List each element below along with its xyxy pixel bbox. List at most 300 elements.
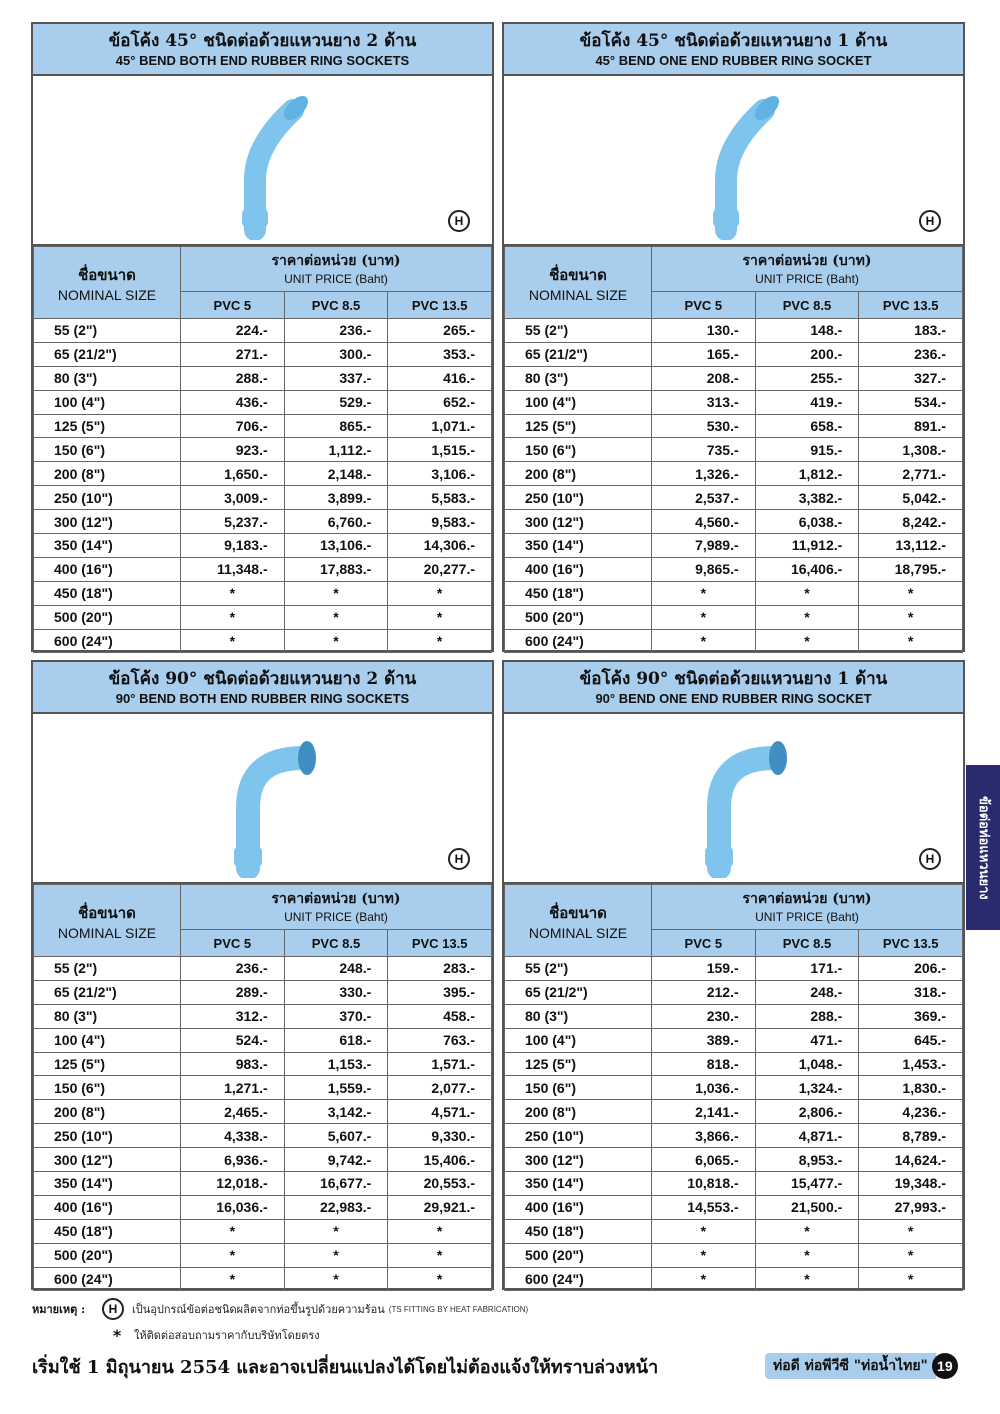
section-title-english: 90° BEND BOTH END RUBBER RING SOCKETS (115, 691, 410, 706)
nominal-size-cell: 350 (14") (34, 1172, 181, 1196)
pvc-class-header: PVC 8.5 (755, 930, 859, 957)
table-row (505, 462, 963, 486)
nominal-size-cell: 500 (20") (505, 605, 652, 629)
price-cell: 915.- (755, 438, 859, 462)
price-cell: 20,277.- (388, 557, 492, 581)
price-cell: * (181, 629, 285, 653)
table-row (505, 1148, 963, 1172)
price-cell: 236.- (284, 319, 388, 343)
price-cell: * (181, 1243, 285, 1267)
nominal-size-cell: 400 (16") (34, 1195, 181, 1219)
price-cell: 1,071.- (388, 414, 492, 438)
price-cell: 4,871.- (755, 1124, 859, 1148)
nominal-size-cell: 250 (10") (505, 486, 652, 510)
table-row (34, 1219, 492, 1243)
price-cell: 289.- (181, 980, 285, 1004)
price-cell: 7,989.- (652, 534, 756, 558)
nominal-size-cell: 65 (21/2") (505, 342, 652, 366)
price-cell: 22,983.- (284, 1195, 388, 1219)
price-cell: 389.- (652, 1028, 756, 1052)
price-cell: 8,789.- (859, 1124, 963, 1148)
table-row (34, 581, 492, 605)
price-cell: 16,036.- (181, 1195, 285, 1219)
pvc-class-header: PVC 8.5 (284, 930, 388, 957)
table-row (34, 1148, 492, 1172)
price-cell: 3,009.- (181, 486, 285, 510)
table-row (34, 980, 492, 1004)
price-cell: 763.- (388, 1028, 492, 1052)
price-cell: 2,148.- (284, 462, 388, 486)
table-row (505, 390, 963, 414)
price-cell: * (859, 1267, 963, 1291)
nominal-size-cell: 100 (4") (34, 1028, 181, 1052)
price-cell: 2,537.- (652, 486, 756, 510)
nominal-size-cell: 400 (16") (505, 557, 652, 581)
brand-badge (765, 1353, 958, 1379)
price-cell: 21,500.- (755, 1195, 859, 1219)
price-cell: 1,112.- (284, 438, 388, 462)
price-cell: 3,899.- (284, 486, 388, 510)
table-row (34, 342, 492, 366)
nominal-size-cell: 450 (18") (34, 581, 181, 605)
unit-price-header: ราคาต่อหน่วย (บาท) UNIT PRICE (Baht) (652, 247, 963, 292)
price-table (504, 884, 963, 1291)
price-cell: 652.- (388, 390, 492, 414)
section-title-thai: ข้อโค้ง 90° ชนิดต่อด้วยแหวนยาง 2 ด้าน (108, 669, 417, 689)
table-row (505, 1124, 963, 1148)
price-cell: 530.- (652, 414, 756, 438)
price-cell: 300.- (284, 342, 388, 366)
nominal-size-cell: 200 (8") (34, 1100, 181, 1124)
price-cell: 200.- (755, 342, 859, 366)
price-cell: 171.- (755, 957, 859, 981)
price-cell: 658.- (755, 414, 859, 438)
table-row (34, 557, 492, 581)
table-row (505, 438, 963, 462)
price-cell: 159.- (652, 957, 756, 981)
price-cell: 3,382.- (755, 486, 859, 510)
table-row (505, 1267, 963, 1291)
bend-90-pipe-icon (203, 728, 333, 878)
price-cell: * (859, 629, 963, 653)
panel-90-bend-one-end (502, 660, 965, 1290)
price-cell: 1,271.- (181, 1076, 285, 1100)
price-cell: * (388, 1219, 492, 1243)
price-cell: 534.- (859, 390, 963, 414)
price-cell: 3,142.- (284, 1100, 388, 1124)
nominal-size-cell: 200 (8") (34, 462, 181, 486)
page-number: 19 (932, 1353, 958, 1379)
price-cell: 16,677.- (284, 1172, 388, 1196)
nominal-size-cell: 150 (6") (505, 438, 652, 462)
pvc-class-header: PVC 13.5 (388, 930, 492, 957)
nominal-size-cell: 80 (3") (505, 1004, 652, 1028)
price-cell: * (859, 1219, 963, 1243)
price-cell: 29,921.- (388, 1195, 492, 1219)
heat-fabrication-mark-icon: H (448, 210, 470, 232)
nominal-size-cell: 150 (6") (34, 438, 181, 462)
price-cell: 330.- (284, 980, 388, 1004)
price-cell: 27,993.- (859, 1195, 963, 1219)
table-row (34, 1195, 492, 1219)
price-cell: 2,771.- (859, 462, 963, 486)
heat-fabrication-mark-icon: H (919, 848, 941, 870)
price-cell: 2,806.- (755, 1100, 859, 1124)
price-cell: 130.- (652, 319, 756, 343)
table-row (34, 1100, 492, 1124)
price-cell: 14,306.- (388, 534, 492, 558)
section-title-english: 45° BEND BOTH END RUBBER RING SOCKETS (115, 53, 410, 68)
price-cell: 4,571.- (388, 1100, 492, 1124)
price-cell: * (859, 605, 963, 629)
price-cell: * (284, 629, 388, 653)
note-heat-fabrication: เป็นอุปกรณ์ข้อต่อชนิดผลิตจากท่อขึ้นรูปด้วยความร้อน (132, 1303, 385, 1316)
nominal-size-cell: 65 (21/2") (34, 980, 181, 1004)
table-row (34, 1243, 492, 1267)
nominal-size-cell: 500 (20") (34, 1243, 181, 1267)
price-cell: 369.- (859, 1004, 963, 1028)
bend-45-pipe-icon (203, 90, 333, 240)
price-cell: 165.- (652, 342, 756, 366)
price-cell: * (652, 1267, 756, 1291)
price-cell: 818.- (652, 1052, 756, 1076)
table-row (505, 414, 963, 438)
price-cell: * (652, 1219, 756, 1243)
price-cell: * (181, 581, 285, 605)
table-row (505, 1004, 963, 1028)
nominal-size-cell: 200 (8") (505, 1100, 652, 1124)
price-cell: 313.- (652, 390, 756, 414)
price-cell: * (755, 1243, 859, 1267)
price-cell: 3,866.- (652, 1124, 756, 1148)
price-cell: 1,812.- (755, 462, 859, 486)
price-cell: * (388, 581, 492, 605)
table-row (34, 1004, 492, 1028)
pvc-class-header: PVC 5 (181, 930, 285, 957)
price-cell: 212.- (652, 980, 756, 1004)
price-cell: 458.- (388, 1004, 492, 1028)
pvc-class-header: PVC 13.5 (388, 292, 492, 319)
price-cell: 271.- (181, 342, 285, 366)
section-title (33, 24, 492, 76)
product-image (504, 714, 963, 884)
nominal-size-cell: 500 (20") (34, 605, 181, 629)
price-cell: 8,953.- (755, 1148, 859, 1172)
table-row (505, 557, 963, 581)
price-table (33, 884, 492, 1291)
nominal-size-cell: 125 (5") (505, 414, 652, 438)
unit-price-header: ราคาต่อหน่วย (บาท) UNIT PRICE (Baht) (652, 885, 963, 930)
nominal-size-cell: 100 (4") (505, 390, 652, 414)
section-title (504, 24, 963, 76)
asterisk-icon: * (112, 1325, 122, 1345)
pvc-class-header: PVC 5 (652, 930, 756, 957)
price-cell: 20,553.- (388, 1172, 492, 1196)
table-row (505, 1076, 963, 1100)
nominal-size-cell: 55 (2") (34, 319, 181, 343)
price-cell: * (284, 1243, 388, 1267)
price-cell: 2,077.- (388, 1076, 492, 1100)
price-cell: 248.- (284, 957, 388, 981)
price-cell: 327.- (859, 366, 963, 390)
panel-90-bend-both-end (31, 660, 494, 1290)
nominal-size-cell: 125 (5") (505, 1052, 652, 1076)
nominal-size-cell: 600 (24") (505, 629, 652, 653)
price-cell: * (755, 629, 859, 653)
price-cell: 248.- (755, 980, 859, 1004)
nominal-size-cell: 450 (18") (505, 1219, 652, 1243)
price-cell: * (388, 605, 492, 629)
price-cell: 2,465.- (181, 1100, 285, 1124)
panel-45-bend-one-end (502, 22, 965, 652)
table-row (505, 629, 963, 653)
price-cell: 891.- (859, 414, 963, 438)
nominal-size-header: ชื่อขนาด NOMINAL SIZE (505, 247, 652, 319)
nominal-size-cell: 150 (6") (505, 1076, 652, 1100)
table-row (34, 390, 492, 414)
price-cell: * (652, 605, 756, 629)
price-cell: 12,018.- (181, 1172, 285, 1196)
price-cell: 3,106.- (388, 462, 492, 486)
table-row (34, 629, 492, 653)
product-image (33, 76, 492, 246)
price-cell: * (755, 1267, 859, 1291)
price-cell: 706.- (181, 414, 285, 438)
price-cell: 15,406.- (388, 1148, 492, 1172)
price-cell: 17,883.- (284, 557, 388, 581)
price-cell: 1,153.- (284, 1052, 388, 1076)
nominal-size-cell: 250 (10") (34, 1124, 181, 1148)
table-row (505, 319, 963, 343)
nominal-size-cell: 55 (2") (505, 319, 652, 343)
price-cell: * (859, 581, 963, 605)
price-cell: 318.- (859, 980, 963, 1004)
nominal-size-cell: 65 (21/2") (505, 980, 652, 1004)
table-row (34, 1076, 492, 1100)
price-cell: * (181, 1219, 285, 1243)
table-row (34, 1124, 492, 1148)
price-cell: 370.- (284, 1004, 388, 1028)
price-table (33, 246, 492, 653)
nominal-size-cell: 450 (18") (34, 1219, 181, 1243)
section-title-english: 90° BEND ONE END RUBBER RING SOCKET (595, 691, 872, 706)
nominal-size-cell: 100 (4") (34, 390, 181, 414)
pvc-class-header: PVC 8.5 (755, 292, 859, 319)
nominal-size-cell: 400 (16") (34, 557, 181, 581)
price-table (504, 246, 963, 653)
price-cell: 1,308.- (859, 438, 963, 462)
table-row (505, 1243, 963, 1267)
price-cell: 1,559.- (284, 1076, 388, 1100)
price-cell: 6,065.- (652, 1148, 756, 1172)
panel-45-bend-both-end (31, 22, 494, 652)
note-contact-company: ให้ติดต่อสอบถามราคากับบริษัทโดยตรง (134, 1329, 320, 1342)
table-row (34, 366, 492, 390)
heat-fabrication-mark-icon: H (102, 1298, 124, 1320)
pvc-class-header: PVC 8.5 (284, 292, 388, 319)
section-title-thai: ข้อโค้ง 45° ชนิดต่อด้วยแหวนยาง 2 ด้าน (108, 31, 417, 51)
product-image (504, 76, 963, 246)
note-heat-fabrication-en: (TS FITTING BY HEAT FABRICATION) (388, 1304, 529, 1314)
price-cell: 735.- (652, 438, 756, 462)
price-cell: 148.- (755, 319, 859, 343)
section-title (33, 662, 492, 714)
price-cell: * (755, 581, 859, 605)
table-row (505, 510, 963, 534)
nominal-size-cell: 600 (24") (34, 629, 181, 653)
nominal-size-cell: 250 (10") (505, 1124, 652, 1148)
price-cell: * (284, 581, 388, 605)
price-cell: 265.- (388, 319, 492, 343)
pvc-class-header: PVC 5 (652, 292, 756, 319)
table-row (505, 1219, 963, 1243)
price-cell: 8,242.- (859, 510, 963, 534)
nominal-size-cell: 250 (10") (34, 486, 181, 510)
section-title-english: 45° BEND ONE END RUBBER RING SOCKET (595, 53, 872, 68)
price-cell: 865.- (284, 414, 388, 438)
nominal-size-header: ชื่อขนาด NOMINAL SIZE (34, 247, 181, 319)
table-row (34, 1052, 492, 1076)
price-cell: 923.- (181, 438, 285, 462)
nominal-size-header: ชื่อขนาด NOMINAL SIZE (505, 885, 652, 957)
effective-date-footer: เริ่มใช้ 1 มิถุนายน 2554 และอาจเปลี่ยนแปลงได้โดยไม่ต้องแจ้งให้ทราบล่วงหน้า (32, 1357, 659, 1378)
price-cell: 14,624.- (859, 1148, 963, 1172)
table-row (34, 957, 492, 981)
nominal-size-cell: 125 (5") (34, 1052, 181, 1076)
price-cell: 13,112.- (859, 534, 963, 558)
price-cell: 395.- (388, 980, 492, 1004)
price-cell: 288.- (181, 366, 285, 390)
price-cell: 206.- (859, 957, 963, 981)
price-cell: 6,038.- (755, 510, 859, 534)
price-cell: * (652, 629, 756, 653)
side-category-tab: ข้อต่อท่อแหวนยาง (966, 765, 1000, 930)
price-cell: * (284, 1219, 388, 1243)
table-row (505, 534, 963, 558)
price-cell: 9,865.- (652, 557, 756, 581)
table-row (34, 319, 492, 343)
price-cell: 1,571.- (388, 1052, 492, 1076)
price-cell: 2,141.- (652, 1100, 756, 1124)
nominal-size-cell: 55 (2") (34, 957, 181, 981)
price-cell: * (284, 1267, 388, 1291)
price-cell: 5,237.- (181, 510, 285, 534)
brand-name: ท่อดี ท่อพีวีซี "ท่อน้ำไทย" (765, 1353, 936, 1379)
table-row (34, 605, 492, 629)
price-cell: 419.- (755, 390, 859, 414)
price-cell: 4,338.- (181, 1124, 285, 1148)
price-cell: 1,453.- (859, 1052, 963, 1076)
nominal-size-cell: 350 (14") (505, 534, 652, 558)
table-row (505, 1052, 963, 1076)
nominal-size-cell: 55 (2") (505, 957, 652, 981)
price-cell: 529.- (284, 390, 388, 414)
table-row (505, 1195, 963, 1219)
table-row (34, 1267, 492, 1291)
nominal-size-cell: 300 (12") (34, 1148, 181, 1172)
bend-90-pipe-icon (674, 728, 804, 878)
table-row (505, 1028, 963, 1052)
table-row (34, 414, 492, 438)
table-row (505, 1100, 963, 1124)
nominal-size-cell: 400 (16") (505, 1195, 652, 1219)
price-cell: * (181, 1267, 285, 1291)
pvc-class-header: PVC 5 (181, 292, 285, 319)
nominal-size-cell: 80 (3") (34, 366, 181, 390)
price-cell: 283.- (388, 957, 492, 981)
table-row (505, 486, 963, 510)
bend-45-pipe-icon (674, 90, 804, 240)
unit-price-header: ราคาต่อหน่วย (บาท) UNIT PRICE (Baht) (181, 247, 492, 292)
nominal-size-cell: 125 (5") (34, 414, 181, 438)
nominal-size-cell: 100 (4") (505, 1028, 652, 1052)
price-cell: 1,048.- (755, 1052, 859, 1076)
price-cell: * (284, 605, 388, 629)
nominal-size-cell: 150 (6") (34, 1076, 181, 1100)
section-title-thai: ข้อโค้ง 90° ชนิดต่อด้วยแหวนยาง 1 ด้าน (579, 669, 888, 689)
price-cell: 18,795.- (859, 557, 963, 581)
nominal-size-cell: 450 (18") (505, 581, 652, 605)
table-row (505, 957, 963, 981)
price-cell: 6,936.- (181, 1148, 285, 1172)
table-row (34, 510, 492, 534)
price-cell: * (388, 1243, 492, 1267)
section-title (504, 662, 963, 714)
nominal-size-cell: 65 (21/2") (34, 342, 181, 366)
price-cell: 9,183.- (181, 534, 285, 558)
price-cell: * (388, 1267, 492, 1291)
pvc-class-header: PVC 13.5 (859, 292, 963, 319)
nominal-size-cell: 80 (3") (34, 1004, 181, 1028)
price-cell: 183.- (859, 319, 963, 343)
price-cell: * (388, 629, 492, 653)
price-cell: 19,348.- (859, 1172, 963, 1196)
table-row (505, 342, 963, 366)
price-cell: 471.- (755, 1028, 859, 1052)
nominal-size-cell: 350 (14") (505, 1172, 652, 1196)
price-cell: 224.- (181, 319, 285, 343)
price-cell: 1,324.- (755, 1076, 859, 1100)
notes (32, 1296, 732, 1348)
price-cell: 5,042.- (859, 486, 963, 510)
table-row (34, 1172, 492, 1196)
price-cell: 15,477.- (755, 1172, 859, 1196)
unit-price-header: ราคาต่อหน่วย (บาท) UNIT PRICE (Baht) (181, 885, 492, 930)
price-cell: 1,515.- (388, 438, 492, 462)
table-row (34, 438, 492, 462)
nominal-size-cell: 300 (12") (505, 1148, 652, 1172)
table-row (34, 486, 492, 510)
heat-fabrication-mark-icon: H (919, 210, 941, 232)
table-row (505, 980, 963, 1004)
table-row (505, 581, 963, 605)
nominal-size-cell: 350 (14") (34, 534, 181, 558)
price-cell: 9,583.- (388, 510, 492, 534)
nominal-size-cell: 300 (12") (505, 510, 652, 534)
price-cell: 416.- (388, 366, 492, 390)
price-cell: * (181, 605, 285, 629)
price-cell: * (652, 581, 756, 605)
price-cell: 236.- (181, 957, 285, 981)
price-cell: 16,406.- (755, 557, 859, 581)
price-cell: 4,560.- (652, 510, 756, 534)
price-cell: 6,760.- (284, 510, 388, 534)
price-cell: 1,650.- (181, 462, 285, 486)
price-cell: 236.- (859, 342, 963, 366)
price-cell: 14,553.- (652, 1195, 756, 1219)
price-cell: * (755, 605, 859, 629)
heat-fabrication-mark-icon: H (448, 848, 470, 870)
